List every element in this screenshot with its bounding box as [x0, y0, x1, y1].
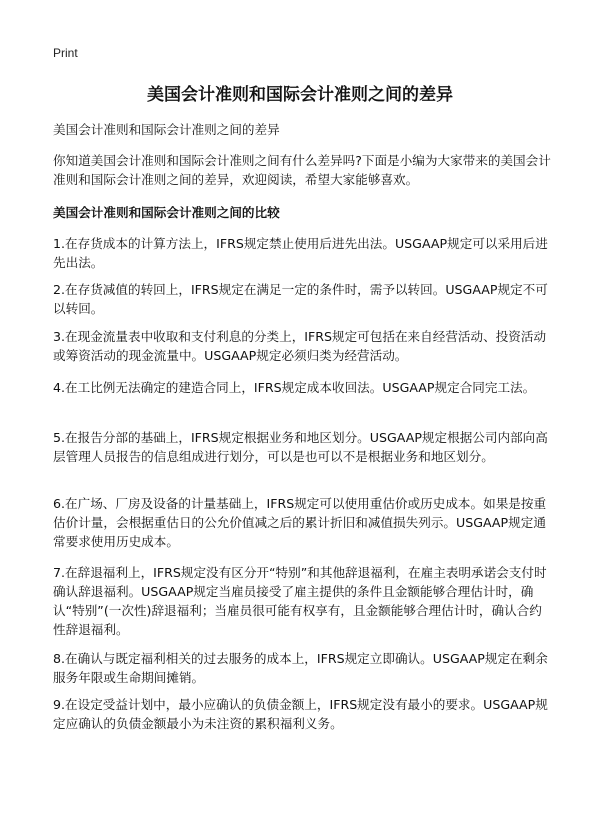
- page-title: 美国会计准则和国际会计准则之间的差异: [147, 85, 453, 105]
- list-item-9: 9.在设定受益计划中，最小应确认的负债金额上，IFRS规定没有最小的要求。USGAAP规定应确认的负债金额最小为未注资的累积福利义务。: [53, 697, 548, 731]
- list-item-1: 1.在存货成本的计算方法上，IFRS规定禁止使用后进先出法。USGAAP规定可以采用后进先出法。: [53, 236, 548, 270]
- list-item-6: 6.在广场、厂房及设备的计量基础上，IFRS规定可以使用重估价或历史成本。如果是按重估价计量，会根据重估日的公允价值减之后的累计折旧和减值损失列示。USGAAP规定通常要求使用历史成本。: [53, 496, 547, 549]
- list-item-3: 3.在现金流量表中收取和支付利息的分类上，IFRS规定可包括在来自经营活动、投资活动或筹资活动的现金流量中。USGAAP规定必须归类为经营活动。: [53, 329, 547, 363]
- subtitle: 美国会计准则和国际会计准则之间的差异: [53, 122, 280, 137]
- list-item-7: 7.在辞退福利上，IFRS规定没有区分开“特别”和其他辞退福利，在雇主表明承诺会支付时确认辞退福利。USGAAP规定当雇员接受了雇主提供的条件且金额能够合理估计时，确认“特别”(一次性)辞退福利；当雇员很可能有权享有，且金额能够合理估计时，确认合约性辞退福利。: [53, 565, 547, 637]
- section-heading: 美国会计准则和国际会计准则之间的比较: [53, 205, 280, 220]
- print-label[interactable]: Print: [53, 46, 78, 60]
- intro-paragraph: 你知道美国会计准则和国际会计准则之间有什么差异吗?下面是小编为大家带来的美国会计准则和国际会计准则之间的差异，欢迎阅读，希望大家能够喜欢。: [53, 153, 551, 187]
- list-item-4: 4.在工比例无法确定的建造合同上，IFRS规定成本收回法。USGAAP规定合同完工法。: [53, 380, 536, 395]
- list-item-5: 5.在报告分部的基础上，IFRS规定根据业务和地区划分。USGAAP规定根据公司内部向高层管理人员报告的信息组成进行划分，可以是也可以不是根据业务和地区划分。: [53, 430, 548, 464]
- list-item-8: 8.在确认与既定福利相关的过去服务的成本上，IFRS规定立即确认。USGAAP规定在剩余服务年限或生命期间摊销。: [53, 651, 548, 685]
- list-item-2: 2.在存货减值的转回上，IFRS规定在满足一定的条件时，需予以转回。USGAAP规定不可以转回。: [53, 282, 548, 316]
